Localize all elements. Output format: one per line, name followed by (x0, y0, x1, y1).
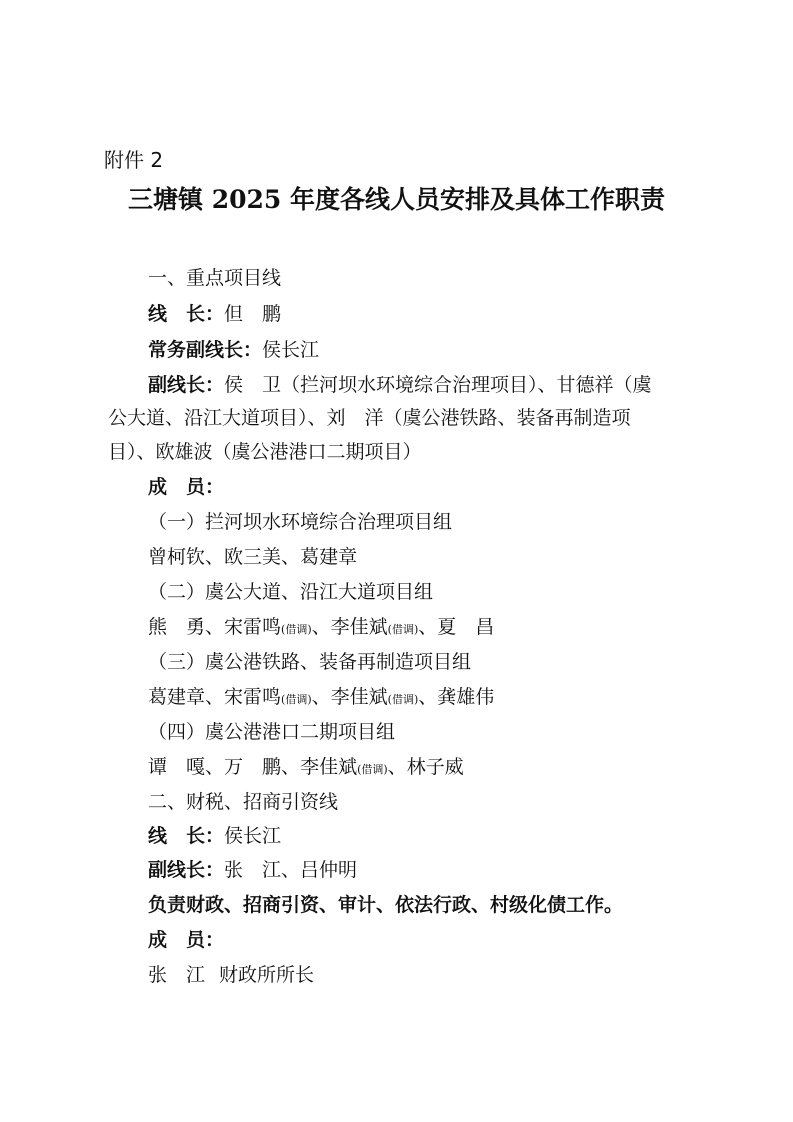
deputy-text-line: 公大道、沿江大道项目）、刘 洋（虞公港铁路、装备再制造项 (108, 407, 631, 429)
executive-deputy-label: 常务副线长： (148, 339, 263, 361)
members-label: 成 员： (148, 929, 225, 951)
line-leader-label: 线 长： (148, 303, 225, 325)
line-leader-row (148, 302, 281, 326)
member-name: 夏 昌 (437, 616, 495, 638)
member-name: 万 鹏 (224, 756, 282, 778)
secondment-note: (借调) (281, 623, 312, 636)
duty-statement: 负责财政、招商引资、审计、依法行政、村级化债工作。 (148, 894, 624, 916)
members-label: 成 员： (148, 476, 225, 498)
executive-deputy-row (148, 338, 319, 362)
deputy-text-line: 侯 卫（拦河坝水环境综合治理项目）、甘德祥（虞 (224, 374, 652, 396)
secondment-note: (借调) (281, 693, 312, 706)
member-name: 张 江 (148, 964, 206, 986)
member-name: 李佳斌 (330, 686, 388, 708)
member-name: 葛建章 (148, 686, 206, 708)
deputy-label: 副线长： (148, 859, 225, 881)
secondment-note: (借调) (387, 693, 419, 706)
secondment-note: (借调) (357, 763, 388, 776)
attachment-label: 附件 2 (104, 148, 164, 172)
line-leader-value: 侯长江 (224, 825, 282, 847)
document-title: 三塘镇 2025 年度各线人员安排及具体工作职责 (128, 185, 665, 214)
member-name: 谭 嘎 (148, 756, 206, 778)
section-heading: 一、重点项目线 (148, 267, 282, 289)
member-name: 李佳斌 (300, 756, 358, 778)
group-name: （三）虞公港铁路、装备再制造项目组 (148, 651, 472, 673)
member-role: 财政所所长 (219, 964, 315, 986)
group-members: 谭 嘎、万 鹏、李佳斌(借调)、林子威 (148, 756, 464, 778)
member-name: 欧三美 (224, 546, 282, 568)
deputy-value: 张 江、吕仲明 (224, 859, 358, 881)
deputy-row (148, 373, 652, 397)
member-name: 宋雷鸣 (224, 616, 282, 638)
line-leader-label: 线 长： (148, 825, 225, 847)
member-name: 林子威 (406, 756, 464, 778)
deputy-label: 副线长： (148, 374, 225, 396)
group-name: （二）虞公大道、沿江大道项目组 (148, 581, 434, 603)
member-name: 葛建章 (300, 546, 358, 568)
member-name: 宋雷鸣 (224, 686, 282, 708)
group-name: （四）虞公港港口二期项目组 (148, 721, 396, 743)
member-name: 龚雄伟 (437, 686, 495, 708)
member-row (148, 963, 314, 987)
member-name: 熊 勇 (148, 616, 206, 638)
deputy-text-line: 目）、欧雄波（虞公港港口二期项目） (108, 441, 422, 463)
deputy-row (148, 858, 357, 882)
line-leader-row (148, 824, 281, 848)
secondment-note: (借调) (387, 623, 419, 636)
member-name: 曾柯钦 (148, 546, 206, 568)
group-members: 熊 勇、宋雷鸣(借调)、李佳斌(借调)、夏 昌 (148, 616, 495, 638)
group-members: 葛建章、宋雷鸣(借调)、李佳斌(借调)、龚雄伟 (148, 686, 495, 708)
executive-deputy-value: 侯长江 (262, 339, 320, 361)
member-name: 李佳斌 (330, 616, 388, 638)
group-name: （一）拦河坝水环境综合治理项目组 (148, 511, 453, 533)
section-heading: 二、财税、招商引资线 (148, 791, 339, 813)
line-leader-value: 但 鹏 (224, 303, 282, 325)
group-members: 曾柯钦、欧三美、葛建章 (148, 546, 358, 568)
